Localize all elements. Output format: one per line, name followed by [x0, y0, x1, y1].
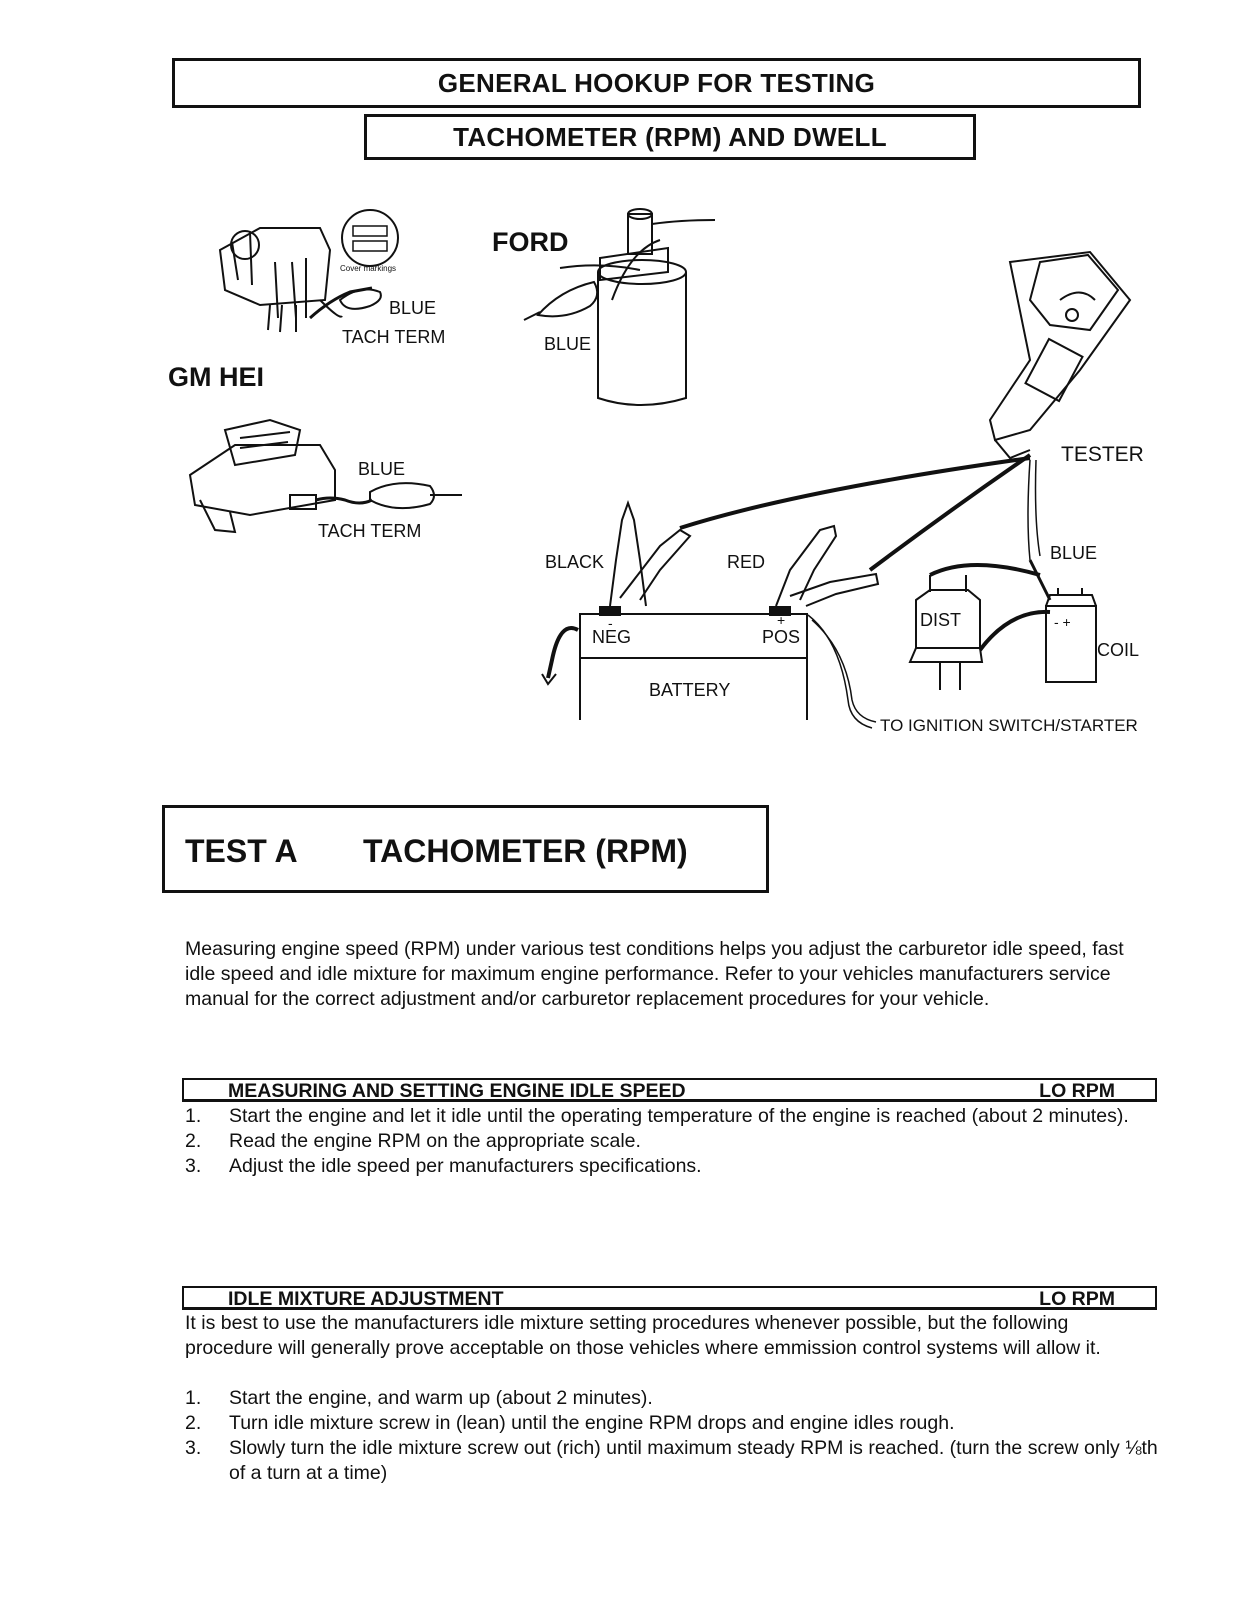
coil-label: COIL [1097, 640, 1140, 660]
test-label: TEST A [185, 833, 298, 869]
idle-mixture-steps [185, 1386, 1160, 1486]
dist-label: DIST [920, 610, 962, 630]
list-item: 3. Adjust the idle speed per manufacturers specifications. [185, 1155, 702, 1177]
ford-blue-label: BLUE [544, 334, 592, 354]
test-title: TACHOMETER (RPM) [363, 833, 688, 869]
gm-bottom-tach-term-label: TACH TERM [318, 521, 422, 541]
pos-terminal-label: POS [762, 627, 801, 647]
gm-bottom-blue-label: BLUE [358, 459, 406, 479]
to-ignition-label: TO IGNITION SWITCH/STARTER [880, 716, 1138, 735]
section-idle-mixture-header [182, 1286, 1157, 1310]
section-idle-mixture-range: LO RPM [1039, 1288, 1115, 1310]
coil-terminals-label: - + [1054, 614, 1071, 630]
section-idle-mixture-title: IDLE MIXTURE ADJUSTMENT [228, 1288, 504, 1310]
ford-label: FORD [492, 227, 569, 257]
tester-illustration [990, 252, 1130, 458]
list-item: 2. Turn idle mixture screw in (lean) until the engine RPM drops and engine idles rough. [185, 1412, 955, 1434]
page-title-text: GENERAL HOOKUP FOR TESTING [437, 67, 876, 98]
list-item: 3. Slowly turn the idle mixture screw out (rich) until maximum steady RPM is reached. (turn the screw only ⅛th of a turn at a time) [185, 1437, 1158, 1484]
coil-blue-label: BLUE [1050, 543, 1098, 563]
tester-label: TESTER [1061, 443, 1144, 466]
red-clip-label: RED [727, 552, 766, 572]
cover-markings-label: Cover markings [340, 264, 397, 273]
gm-top-blue-label: BLUE [389, 298, 437, 318]
section-idle-speed-range: LO RPM [1039, 1080, 1115, 1102]
black-clip-label: BLACK [545, 552, 605, 572]
list-item: 1. Start the engine, and warm up (about 2 minutes). [185, 1387, 653, 1409]
test-heading [162, 805, 769, 893]
section-idle-speed-header [182, 1078, 1157, 1102]
list-item: 1. Start the engine and let it idle until the operating temperature of the engine is reached (about 2 minutes). [185, 1105, 1129, 1127]
idle-mixture-intro: It is best to use the manufacturers idle mixture setting procedures whenever possible, but the following procedure will generally prove acceptable on those vehicles where emmission control systems will allow it. [185, 1312, 1101, 1359]
intro-paragraph: Measuring engine speed (RPM) under various test conditions helps you adjust the carburetor idle speed, fast idle speed and idle mixture for maximum engine performance. Refer to your vehicles manufacturers service manual for the correct adjustment and/or carburetor replacement procedures for your vehicle. [185, 938, 1124, 1010]
battery-minus-label: - [608, 615, 613, 631]
section-idle-speed-title: MEASURING AND SETTING ENGINE IDLE SPEED [228, 1080, 686, 1102]
battery-label: BATTERY [649, 680, 731, 700]
list-item: 2. Read the engine RPM on the appropriate scale. [185, 1130, 641, 1152]
battery-plus-label: + [777, 612, 786, 628]
neg-terminal-label: NEG [592, 627, 632, 647]
page-subtitle-text: TACHOMETER (RPM) AND DWELL [453, 121, 887, 152]
gm-hei-label: GM HEI [168, 362, 265, 392]
battery-illustration [542, 607, 807, 720]
idle-speed-steps [185, 1104, 1160, 1179]
gm-top-tach-term-label: TACH TERM [342, 327, 446, 347]
gm-hei-module-illustration [190, 420, 462, 532]
